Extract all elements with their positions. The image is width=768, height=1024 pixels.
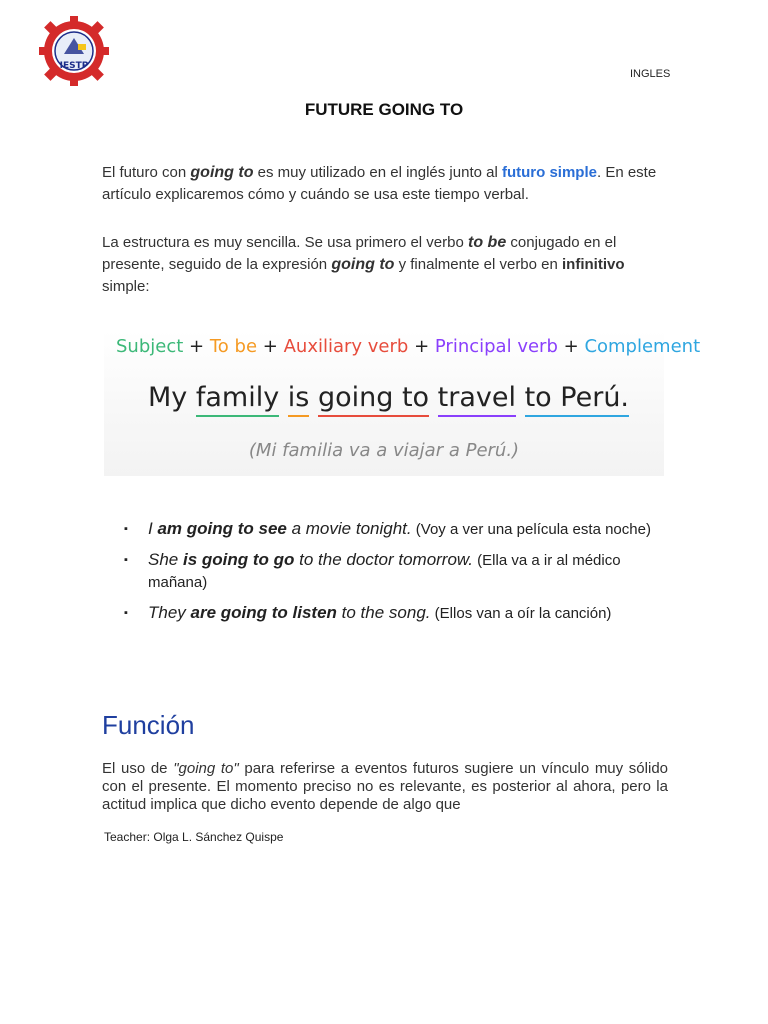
- sentence-complement: to Perú.: [524, 382, 630, 413]
- sentence-to-be: is: [287, 382, 310, 413]
- bullet-icon: ▪: [124, 554, 128, 566]
- legend-auxiliary-verb: Auxiliary verb: [283, 336, 409, 357]
- structure-diagram: [104, 330, 701, 476]
- legend-subject: Subject: [116, 336, 184, 357]
- section-heading-funcion: Función: [102, 710, 195, 740]
- list-item: ▪ They are going to listen to the song. (Ellos van a oír la canción): [124, 603, 612, 622]
- diagram-legend: Subject + To be + Auxiliary verb + Principal verb + Complement: [116, 336, 701, 357]
- sentence-auxiliary: going to: [317, 382, 430, 413]
- sentence-translation: (Mi familia va a viajar a Perú.): [248, 440, 520, 461]
- bullet-icon: ▪: [124, 607, 128, 619]
- list-item: ▪ I am going to see a movie tonight. (Voy a ver una película esta noche): [124, 519, 651, 538]
- bullet-icon: ▪: [124, 523, 128, 535]
- intro-paragraph: El futuro con going to es muy utilizado en el inglés junto al futuro simple. En este artículo explicaremos cómo y cuándo se usa este tiempo verbal.: [102, 164, 657, 203]
- legend-complement: Complement: [584, 336, 701, 357]
- list-item: ▪ She is going to go to the doctor tomorrow. (Ella va a ir al médico mañana): [124, 550, 621, 591]
- gear-logo-icon: [36, 14, 112, 88]
- examples-list: [124, 518, 664, 633]
- footer-teacher: Teacher: Olga L. Sánchez Quispe: [104, 830, 284, 844]
- example-sentence: My family is going to travel to Perú.: [148, 382, 630, 413]
- futuro-simple-link[interactable]: futuro simple: [501, 164, 597, 181]
- course-label: INGLES: [630, 68, 671, 80]
- legend-principal-verb: Principal verb: [434, 336, 558, 357]
- sentence-verb: travel: [437, 382, 516, 413]
- page-title: FUTURE GOING TO: [304, 100, 464, 119]
- structure-paragraph: La estructura es muy sencilla. Se usa primero el verbo to be conjugado en el presente, seguido de la expresión going to y finalmente el verbo en infinitivo simple:: [102, 234, 625, 295]
- sentence-subject: family: [195, 382, 280, 413]
- legend-to-be: To be: [209, 336, 258, 357]
- function-paragraph: El uso de "going to" para referirse a eventos futuros sugiere un vínculo muy sólido con el presente. El momento preciso no es relevante, es posterior al ahora, pero la actitud implica que dicho evento depende de algo que: [102, 760, 669, 813]
- logo-text: IESTP: [59, 61, 89, 71]
